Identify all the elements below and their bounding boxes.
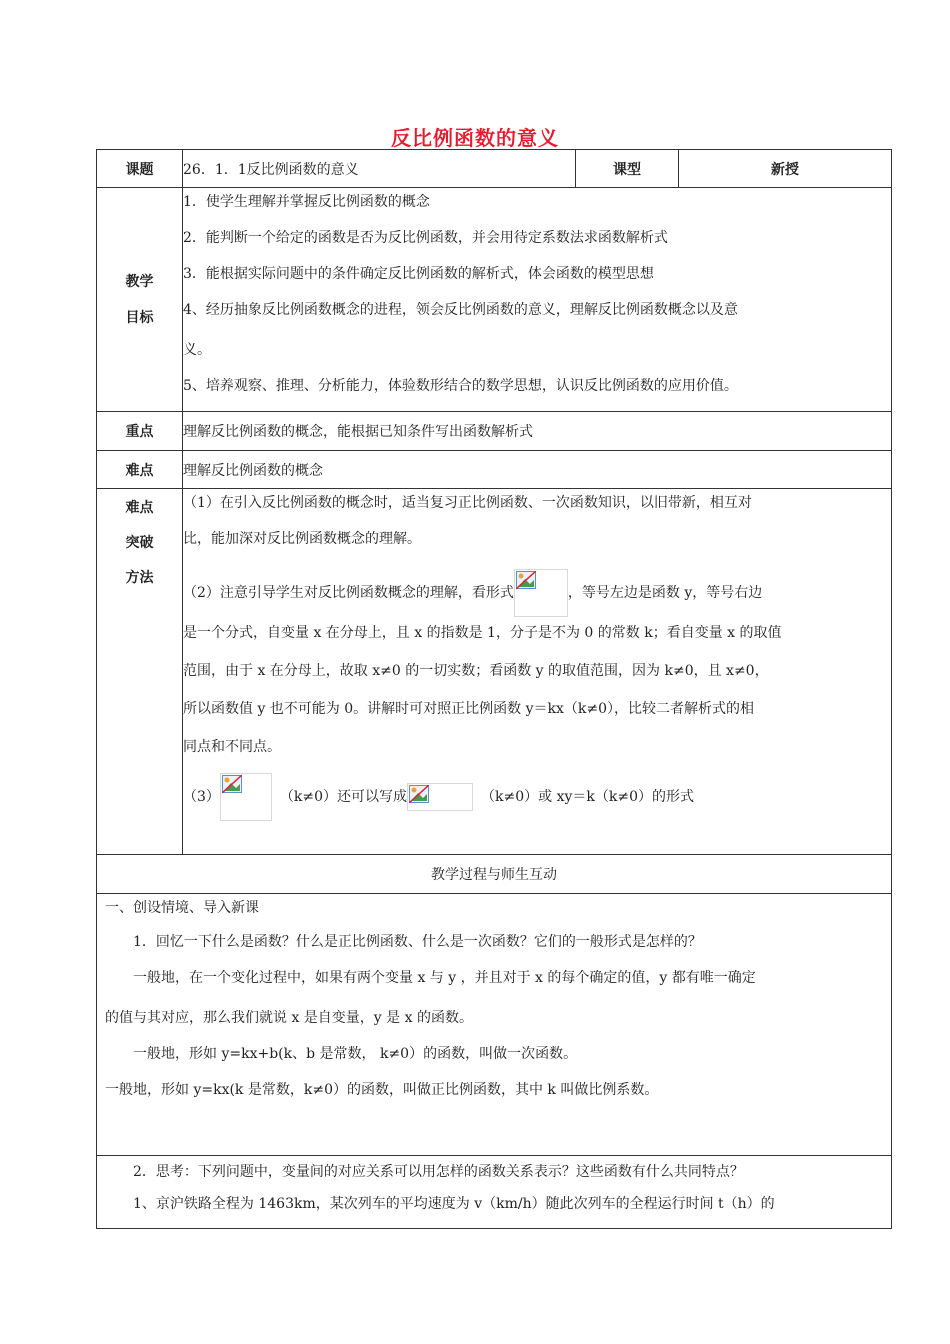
formula-image-placeholder xyxy=(407,783,473,811)
method-p2-first-line xyxy=(183,567,891,621)
method-row xyxy=(97,489,892,855)
formula-image-placeholder xyxy=(514,569,568,617)
objectives-label-2: 目标 xyxy=(125,309,154,326)
process-continued xyxy=(97,1156,892,1229)
objective-item: 1．使学生理解并掌握反比例函数的概念 xyxy=(183,194,430,210)
formula-image-placeholder xyxy=(220,773,272,821)
method-text: 比，能加深对反比例函数概念的理解。 xyxy=(183,531,421,547)
process-text: 2．思考：下列问题中，变量间的对应关系可以用怎样的函数关系表示？这些函数有什么共同特点？ xyxy=(133,1164,744,1180)
objectives-content xyxy=(183,188,892,412)
process-text: 1．回忆一下什么是函数？什么是正比例函数、什么是一次函数？它们的一般形式是怎样的？ xyxy=(133,934,702,950)
method-text: 范围，由于 x 在分母上，故取 x≠0 的一切实数；看函数 y 的取值范围，因为 k≠0，且 x≠0， xyxy=(183,663,769,679)
process-text: 1、京沪铁路全程为 1463km，某次列车的平均速度为 v（km/h）随此次列车的全程运行时间 t（h）的 xyxy=(133,1196,775,1212)
process-header: 教学过程与师生互动 xyxy=(97,855,892,894)
difficulty-label: 难点 xyxy=(97,451,183,489)
objective-item: 4、经历抽象反比例函数概念的进程，领会反比例函数的意义，理解反比例函数概念以及意 xyxy=(183,302,738,318)
method-p3-line xyxy=(183,773,891,821)
process-text: 一般地，在一个变化过程中，如果有两个变量 x 与 y ，并且对于 x 的每个确定的值，y 都有唯一确定 xyxy=(133,970,756,986)
method-label-1: 难点 xyxy=(125,500,154,516)
process-header-row xyxy=(97,855,892,894)
process-text: 的值与其对应，那么我们就说 x 是自变量，y 是 x 的函数。 xyxy=(105,1010,473,1026)
objective-item: 义。 xyxy=(183,342,211,358)
method-content xyxy=(183,489,892,855)
process-content xyxy=(97,894,892,1156)
process-continued-row xyxy=(97,1156,892,1229)
section-heading: 一、创设情境、导入新课 xyxy=(105,900,259,916)
method-text: 所以函数值 y 也不可能为 0。讲解时可对照正比例函数 y＝kx（k≠0），比较二者解析式的相 xyxy=(183,701,755,717)
process-content-row xyxy=(97,894,892,1156)
objectives-label xyxy=(97,188,183,412)
header-row xyxy=(97,150,892,188)
method-text: （1）在引入反比例函数的概念时，适当复习正比例函数、一次函数知识，以旧带新，相互对 xyxy=(183,495,752,511)
lesson-plan-table xyxy=(96,149,892,1229)
method-text: （3） xyxy=(183,789,220,805)
method-text: （2）注意引导学生对反比例函数概念的理解，看形式 xyxy=(183,585,514,601)
objectives-row xyxy=(97,188,892,412)
key-point-label: 重点 xyxy=(97,412,183,451)
method-text: 同点和不同点。 xyxy=(183,739,281,755)
process-text: 一般地，形如 y=kx(k 是常数，k≠0）的函数，叫做正比例函数，其中 k 叫做比例系数。 xyxy=(105,1082,659,1098)
difficulty-value: 理解反比例函数的概念 xyxy=(183,451,892,489)
type-value: 新授 xyxy=(679,150,892,188)
type-label: 课型 xyxy=(576,150,679,188)
broken-image-icon xyxy=(222,775,242,793)
document-title: 反比例函数的意义 xyxy=(391,126,559,150)
objective-item: 3．能根据实际问题中的条件确定反比例函数的解析式，体会函数的模型思想 xyxy=(183,266,654,282)
objective-item: 5、培养观察、推理、分析能力，体验数形结合的数学思想，认识反比例函数的应用价值。 xyxy=(183,378,738,394)
key-point-row xyxy=(97,412,892,451)
broken-image-icon xyxy=(409,785,429,803)
method-text: （k≠0）或 xy＝k（k≠0）的形式 xyxy=(481,789,695,805)
process-text: 一般地，形如 y=kx+b(k、b 是常数， k≠0）的函数，叫做一次函数。 xyxy=(133,1046,578,1062)
key-point-value: 理解反比例函数的概念，能根据已知条件写出函数解析式 xyxy=(183,412,892,451)
broken-image-icon xyxy=(516,571,536,589)
objectives-label-1: 教学 xyxy=(125,273,154,290)
difficulty-row xyxy=(97,451,892,489)
method-label-3: 方法 xyxy=(125,570,154,586)
method-text: ，等号左边是函数 y，等号右边 xyxy=(567,585,763,601)
topic-value: 26．1．1反比例函数的意义 xyxy=(183,150,576,188)
topic-label: 课题 xyxy=(97,150,183,188)
objective-item: 2．能判断一个给定的函数是否为反比例函数，并会用待定系数法求函数解析式 xyxy=(183,230,668,246)
method-label-2: 突破 xyxy=(125,535,154,551)
method-text: （k≠0）还可以写成 xyxy=(279,789,408,805)
method-label xyxy=(97,489,183,855)
method-text: 是一个分式，自变量 x 在分母上，且 x 的指数是 1，分子是不为 0 的常数 k；看自变量 x 的取值 xyxy=(183,625,782,641)
